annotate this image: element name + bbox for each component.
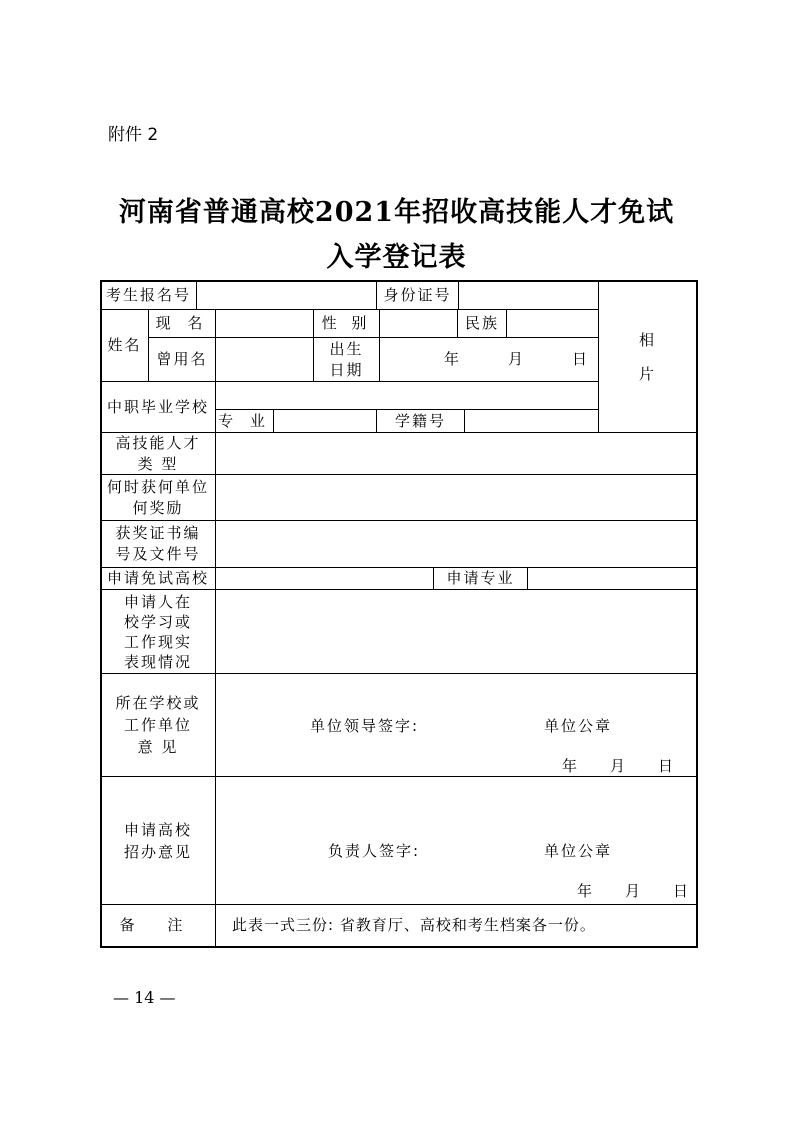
apply-college-label: 申请免试高校: [106, 569, 209, 587]
photo-box[interactable]: 相 片: [638, 330, 656, 383]
former-name-field[interactable]: [216, 338, 313, 381]
major-label: 专 业: [218, 411, 271, 430]
gender-label: 性 别: [321, 314, 372, 332]
attachment-label: 附件 2: [108, 125, 159, 145]
college-seal: 单位公章: [544, 841, 613, 860]
birth-date-label: 出生 日期: [329, 339, 364, 379]
unit-leader-sign: 单位领导签字:: [310, 716, 420, 735]
exam-no-label: 考生报名号: [105, 285, 191, 304]
birth-date-field[interactable]: 年 月 日: [443, 350, 588, 368]
name-label: 姓名: [107, 336, 142, 354]
former-name-label: 曾用名: [156, 350, 208, 368]
gender-field[interactable]: [380, 310, 457, 337]
student-no-field[interactable]: [465, 410, 598, 432]
award-label: 何时获何单位 何奖励: [106, 477, 209, 517]
apply-college-field[interactable]: [216, 568, 433, 589]
remark-text: 此表一式三份: 省教育厅、高校和考生档案各一份。: [232, 916, 596, 934]
performance-label: 申请人在 校学习或 工作现实 表现情况: [123, 592, 192, 671]
ethnicity-label: 民族: [464, 314, 499, 332]
form-title-line1: 河南省普通高校2021年招收高技能人才免试: [118, 197, 675, 228]
talent-type-field[interactable]: [216, 433, 696, 474]
current-name-field[interactable]: [216, 310, 313, 337]
unit-opinion-label: 所在学校或 工作单位 意 见: [115, 694, 201, 756]
ethnicity-field[interactable]: [507, 310, 598, 337]
performance-field[interactable]: [216, 590, 696, 673]
certificate-label: 获奖证书编 号及文件号: [115, 524, 201, 563]
certificate-field[interactable]: [216, 521, 696, 567]
exam-no-field[interactable]: [197, 281, 376, 309]
principal-sign: 负责人签字:: [328, 841, 421, 860]
remark-label: 备 注: [119, 916, 197, 934]
school-field[interactable]: [216, 382, 598, 409]
college-opinion-label: 申请高校 招办意见: [123, 820, 192, 861]
apply-major-field[interactable]: [528, 568, 696, 589]
apply-major-label: 申请专业: [446, 569, 515, 587]
college-date: 年 月 日: [577, 881, 690, 900]
id-no-field[interactable]: [459, 281, 598, 309]
unit-date: 年 月 日: [562, 756, 675, 775]
school-label: 中职毕业学校: [106, 397, 209, 416]
unit-seal: 单位公章: [544, 716, 613, 735]
id-no-label: 身份证号: [383, 285, 452, 304]
major-field[interactable]: [274, 410, 376, 432]
page-number: — 14 —: [113, 988, 176, 1007]
award-field[interactable]: [216, 475, 696, 520]
current-name-label: 现 名: [155, 314, 209, 332]
form-title-line2: 入学登记表: [326, 242, 467, 273]
talent-type-label: 高技能人才 类 型: [115, 433, 201, 473]
student-no-label: 学籍号: [394, 411, 446, 430]
